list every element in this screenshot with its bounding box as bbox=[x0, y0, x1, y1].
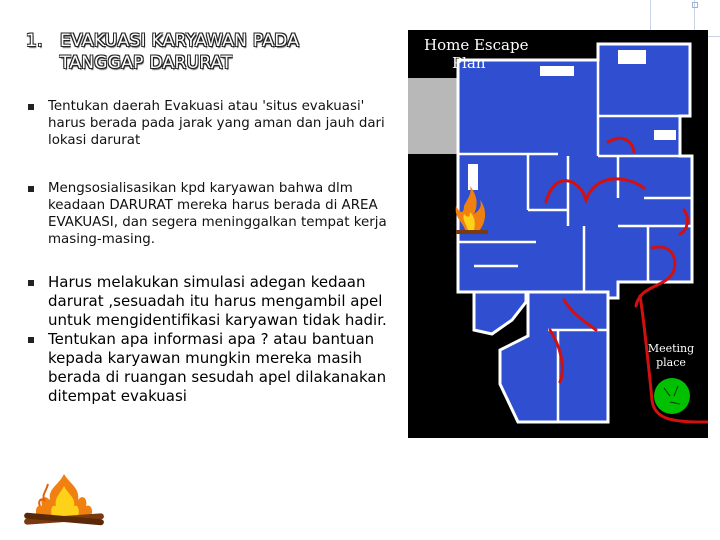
campfire-icon bbox=[18, 470, 110, 526]
plan-title bbox=[424, 36, 528, 72]
bullet-marker bbox=[28, 280, 34, 286]
meeting-label-line-1: Meeting bbox=[647, 342, 695, 355]
meeting-label-line-2: place bbox=[656, 356, 686, 369]
bullet-marker bbox=[28, 337, 34, 343]
corner-decoration-square bbox=[692, 2, 698, 8]
bullet-text: Tentukan apa informasi apa ? atau bantuan kepada karyawan mungkin mereka masih berada di ruangan sesudah apel dilakanakan ditempat evakuasi bbox=[48, 330, 387, 405]
plan-title-line-1: Home Escape bbox=[424, 36, 529, 54]
bullet-item bbox=[28, 98, 400, 149]
bullet-marker bbox=[28, 186, 34, 192]
bullet-list-3 bbox=[28, 273, 400, 406]
floor-plan-drawing bbox=[408, 30, 708, 438]
bullet-text: Tentukan daerah Evakuasi atau 'situs evakuasi' harus berada pada jarak yang aman dan jauh dari lokasi darurat bbox=[48, 99, 385, 148]
bullet-item bbox=[28, 180, 400, 248]
bullet-marker bbox=[28, 104, 34, 110]
bullet-item bbox=[28, 273, 400, 330]
plan-title-line-2: Plan bbox=[452, 54, 486, 72]
bullet-item bbox=[28, 330, 400, 406]
bullet-list-2 bbox=[28, 180, 400, 248]
meeting-place-label bbox=[634, 342, 708, 370]
title-line-2: TANGGAP DARURAT bbox=[60, 53, 233, 73]
title-number: 1. bbox=[26, 31, 43, 51]
bullet-list-1 bbox=[28, 98, 400, 149]
title-line-1: EVAKUASI KARYAWAN PADA bbox=[60, 31, 300, 51]
bullet-text: Mengsosialisasikan kpd karyawan bahwa dlm keadaan DARURAT mereka harus berada di AREA EVAKUASI, dan segera meninggalkan tempat kerja masing-masing. bbox=[48, 181, 387, 247]
bullet-text: Harus melakukan simulasi adegan kedaan darurat ,sesuadah itu harus mengambil apel untuk mengidentifikasi karyawan tidak hadir. bbox=[48, 273, 387, 329]
home-escape-plan bbox=[408, 30, 708, 438]
slide-title bbox=[26, 30, 406, 74]
